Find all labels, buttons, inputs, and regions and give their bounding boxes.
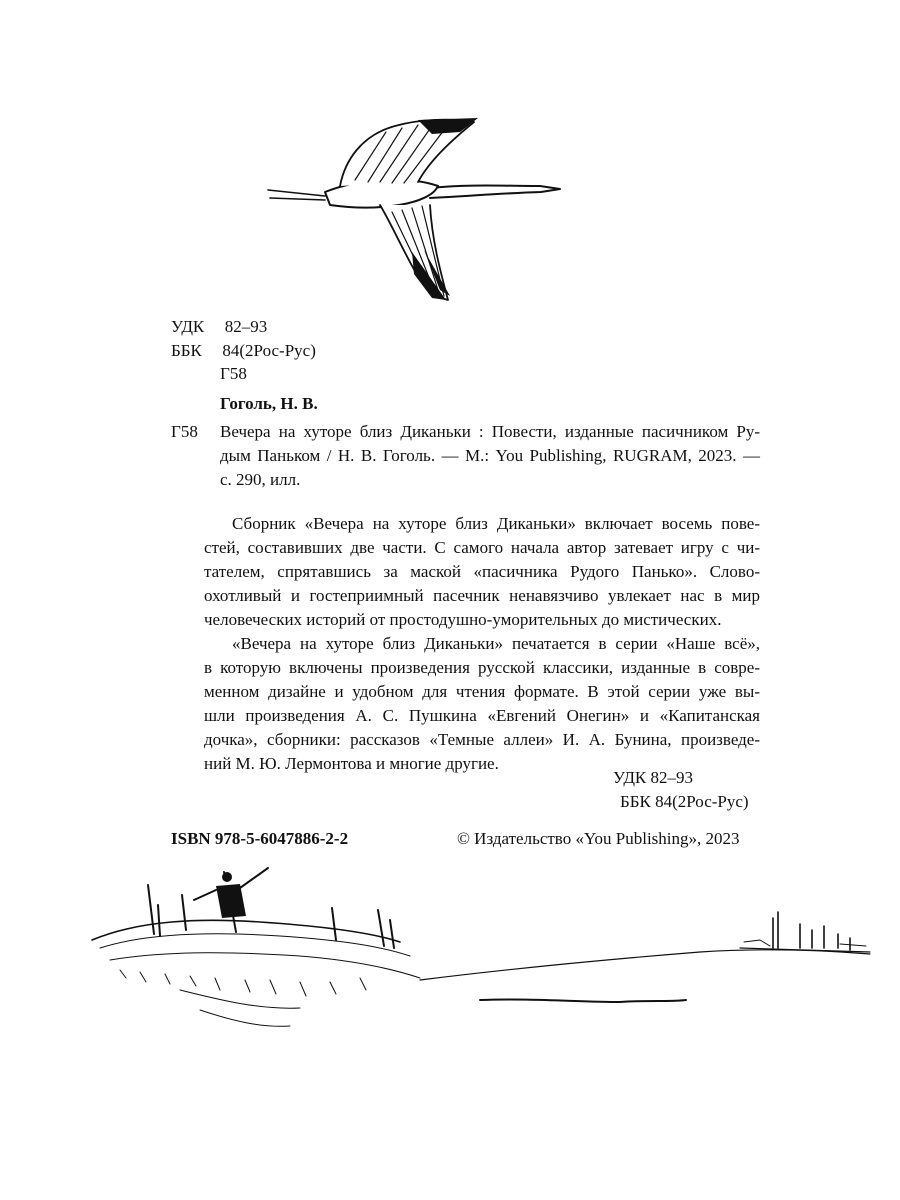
annotation-line: стей, составивших две части. С самого начала автор затевает игру с чи- <box>204 538 760 557</box>
annotation-line: «Вечера на хуторе близ Диканьки» печатается в серии «Наше всё», <box>232 634 760 653</box>
udk-bottom: УДК 82–93 <box>613 768 694 787</box>
entry-line: дым Паньком / Н. В. Гоголь. — М.: You Publishing, RUGRAM, 2023. — <box>220 446 760 465</box>
bbk-label: ББК <box>171 341 202 360</box>
annotation-line: шли произведения А. С. Пушкина «Евгений Онегин» и «Капитанская <box>204 706 760 725</box>
entry-heading: Гоголь, Н. В. <box>220 394 318 413</box>
annotation-line: ний М. Ю. Лермонтова и многие другие. <box>204 754 499 773</box>
entry-line: с. 290, илл. <box>220 470 301 489</box>
annotation-line: менном дизайне и удобном для чтения формате. В этой серии уже вы- <box>204 682 760 701</box>
annotation-line: в которую включены произведения русской классики, изданные в совре- <box>204 658 760 677</box>
entry-line: Вечера на хуторе близ Диканьки : Повести, изданные пасичником Ру- <box>220 422 760 441</box>
bbk-bottom: ББК 84(2Рос-Рус) <box>620 792 749 811</box>
annotation-line: тателем, спрятавшись за маской «пасичника Рудого Панько». Слово- <box>204 562 760 581</box>
copyright: © Издательство «You Publishing», 2023 <box>457 829 740 848</box>
bbk-line <box>171 339 316 363</box>
annotation-line: Сборник «Вечера на хуторе близ Диканьки» включает восемь пове- <box>232 514 760 533</box>
author-sign: Г58 <box>220 364 247 383</box>
annotation-line: человеческих историй от простодушно-уморительных до мистических. <box>204 610 722 629</box>
udk-value: 82–93 <box>224 317 268 336</box>
landscape-illustration <box>0 860 900 1050</box>
udk-label: УДК <box>171 317 205 336</box>
crane-illustration <box>0 0 900 320</box>
bbk-value: 84(2Рос-Рус) <box>222 341 316 360</box>
annotation-line: дочка», сборники: рассказов «Темные аллеи» И. А. Бунина, произведе- <box>204 730 760 749</box>
annotation-line: охотливый и гостеприимный пасечник ненавязчиво увлекает нас в мир <box>204 586 760 605</box>
udk-line <box>171 315 267 339</box>
entry-sign: Г58 <box>171 422 198 441</box>
isbn: ISBN 978-5-6047886-2-2 <box>171 829 349 848</box>
